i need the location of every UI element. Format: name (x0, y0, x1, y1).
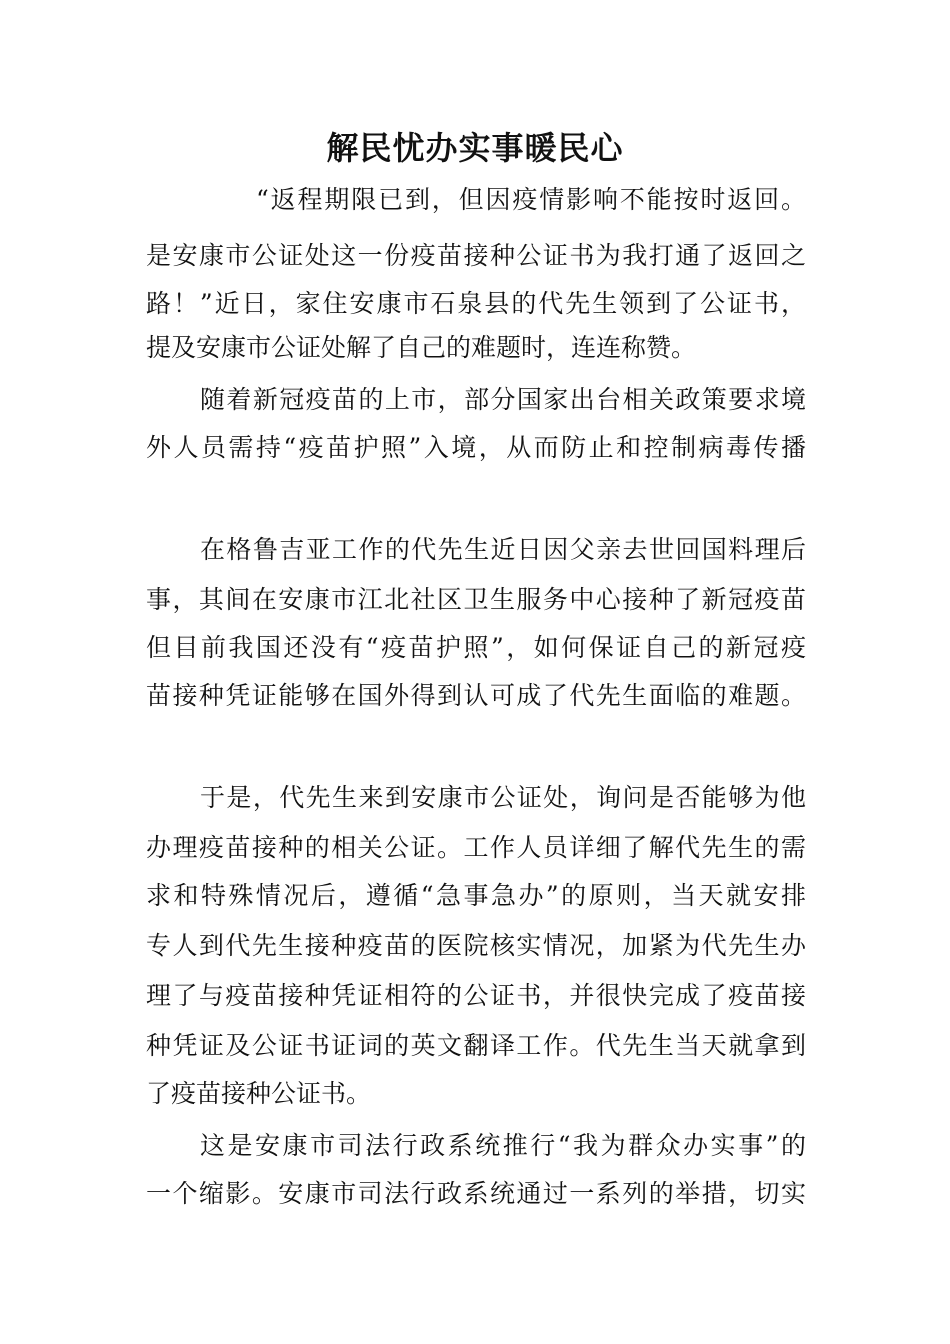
paragraph-line: 办理疫苗接种的相关公证。工作人员详细了解代先生的需 (146, 833, 806, 862)
paragraph-line: 求和特殊情况后，遵循“急事急办”的原则，当天就安排 (146, 881, 806, 910)
paragraph-line: 在格鲁吉亚工作的代先生近日因父亲去世回国料理后 (200, 535, 806, 564)
paragraph-line: 于是，代先生来到安康市公证处，询问是否能够为他 (200, 783, 806, 812)
document-title: 解民忧办实事暖民心 (326, 129, 624, 167)
paragraph-line: 提及安康市公证处解了自己的难题时，连连称赞。 (146, 333, 697, 362)
paragraph-line: 随着新冠疫苗的上市，部分国家出台相关政策要求境 (200, 385, 806, 414)
paragraph-line: 事，其间在安康市江北社区卫生服务中心接种了新冠疫苗 (146, 585, 806, 614)
paragraph-line: 了疫苗接种公证书。 (146, 1079, 372, 1108)
paragraph-line: 路！”近日，家住安康市石泉县的代先生领到了公证书， (146, 289, 806, 318)
paragraph-line: 外人员需持“疫苗护照”入境，从而防止和控制病毒传播 (146, 433, 806, 462)
paragraph-line: “返程期限已到，但因疫情影响不能按时返回。 (256, 185, 806, 214)
paragraph-line: 这是安康市司法行政系统推行“我为群众办实事”的 (200, 1131, 806, 1160)
paragraph-line: 理了与疫苗接种凭证相符的公证书，并很快完成了疫苗接 (146, 981, 806, 1010)
paragraph-line: 是安康市公证处这一份疫苗接种公证书为我打通了返回之 (146, 241, 806, 270)
paragraph-line: 苗接种凭证能够在国外得到认可成了代先生面临的难题。 (146, 681, 806, 710)
paragraph-line: 专人到代先生接种疫苗的医院核实情况，加紧为代先生办 (146, 931, 806, 960)
paragraph-line: 但目前我国还没有“疫苗护照”，如何保证自己的新冠疫 (146, 633, 806, 662)
paragraph-line: 一个缩影。安康市司法行政系统通过一系列的举措，切实 (146, 1179, 806, 1208)
paragraph-line: 种凭证及公证书证词的英文翻译工作。代先生当天就拿到 (146, 1031, 806, 1060)
